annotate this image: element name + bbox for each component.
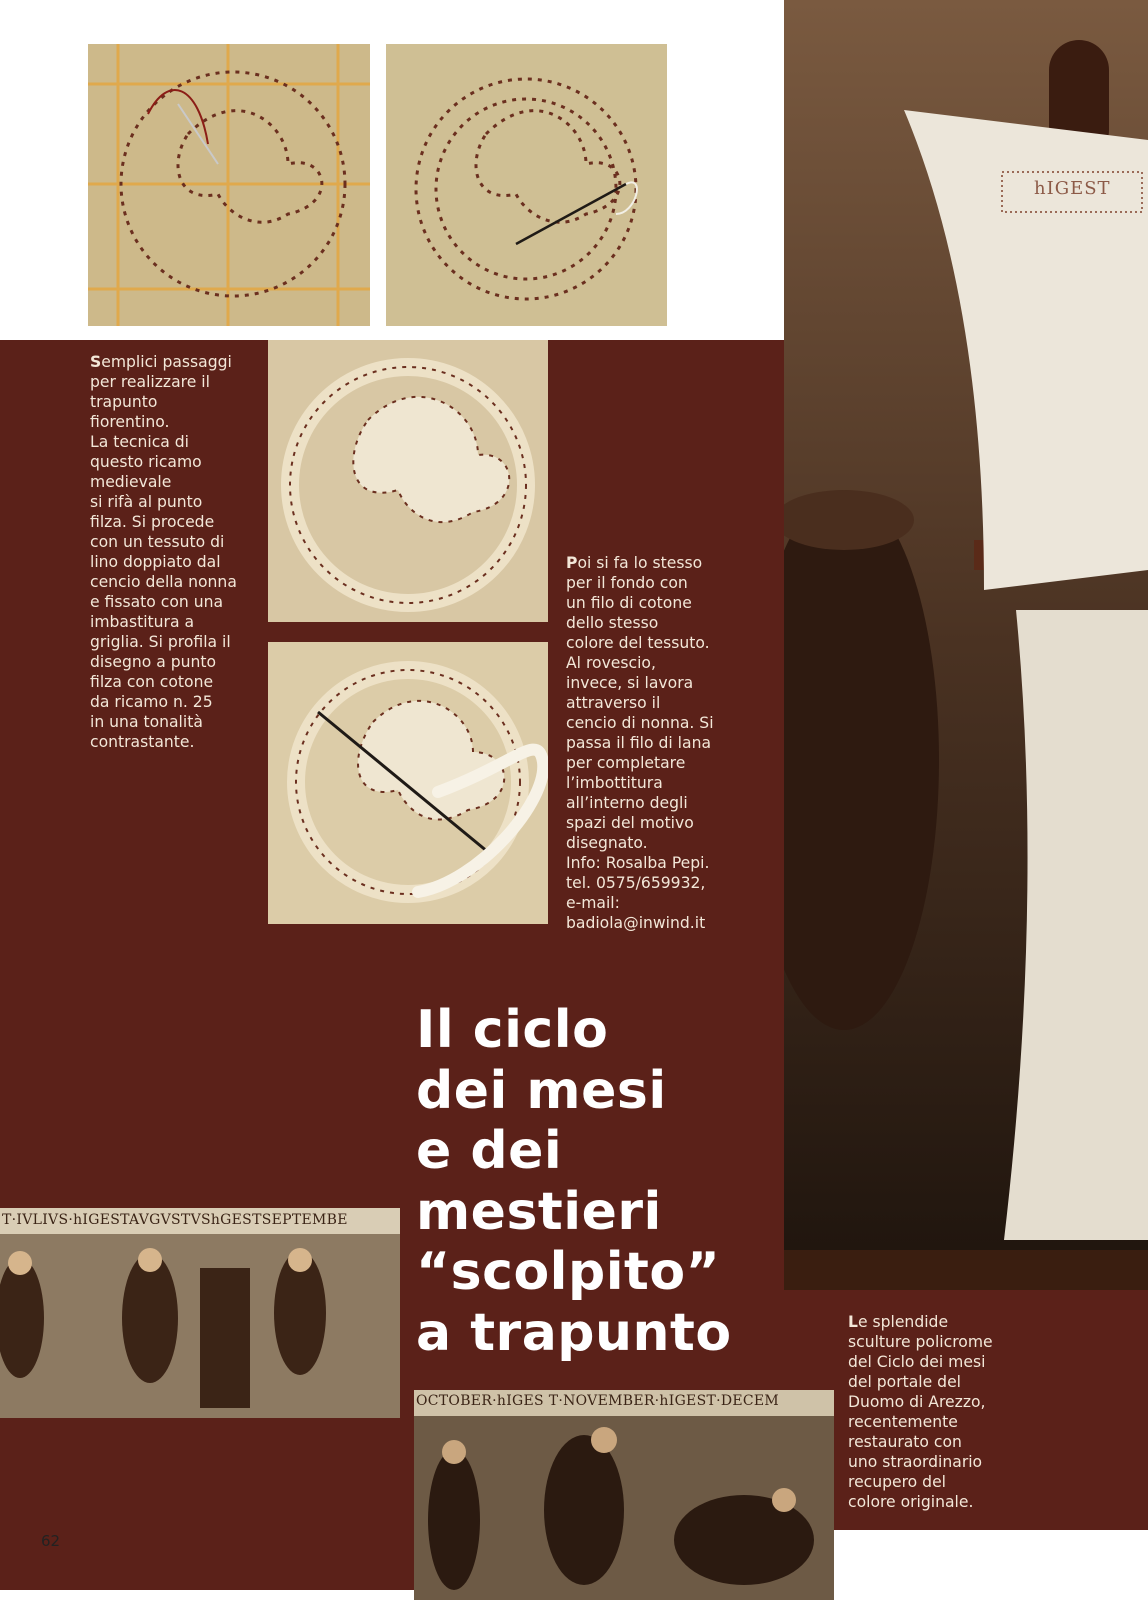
caption-middle-line: spazi del motivo	[566, 814, 694, 832]
caption-right-line: sculture policrome	[848, 1333, 993, 1351]
caption-middle-line: cencio di nonna. Si	[566, 714, 714, 732]
caption-left-lead: S	[90, 353, 102, 371]
caption-middle-lead: P	[566, 554, 578, 572]
page-title-line: e dei	[416, 1121, 563, 1181]
caption-right-line: colore originale.	[848, 1493, 974, 1511]
caption-middle-line: tel. 0575/659932,	[566, 874, 706, 892]
caption-left-line: cencio della nonna	[90, 573, 237, 591]
caption-left-line: fiorentino.	[90, 413, 170, 431]
caption-middle-line: disegnato.	[566, 834, 648, 852]
frieze-left-inscription: T·IVLIVS·hIGESTAVGVSTVShGESTSEPTEMBE	[2, 1212, 348, 1228]
photo-stitching-step-2	[386, 44, 667, 326]
frieze-bottom-inscription: OCTOBER·hIGES T·NOVEMBER·hIGEST·DECEM	[416, 1393, 780, 1409]
caption-middle-line: all’interno degli	[566, 794, 688, 812]
caption-middle-line: dello stesso	[566, 614, 659, 632]
caption-left-line: da ricamo n. 25	[90, 693, 213, 711]
caption-right-line: recupero del	[848, 1473, 947, 1491]
caption-left-line: disegno a punto	[90, 653, 217, 671]
caption-middle-line: per completare	[566, 754, 686, 772]
photo-frieze-october-december	[414, 1390, 834, 1600]
caption-left	[90, 352, 265, 752]
caption-middle-line: colore del tessuto.	[566, 634, 710, 652]
caption-left-line: si rifà al punto	[90, 493, 203, 511]
photo-quilt-step-4	[268, 642, 548, 924]
caption-right-lead: L	[848, 1313, 858, 1331]
caption-right-line: del portale del	[848, 1373, 962, 1391]
caption-middle-line: l’imbottitura	[566, 774, 663, 792]
caption-middle-line: Al rovescio,	[566, 654, 656, 672]
caption-middle-line: Info: Rosalba Pepi.	[566, 854, 710, 872]
caption-right-line: uno straordinario	[848, 1453, 983, 1471]
page-title-line: Il ciclo	[416, 1000, 609, 1060]
caption-middle-line: invece, si lavora	[566, 674, 694, 692]
caption-left-line: questo ricamo	[90, 453, 202, 471]
caption-right-line: restaurato con	[848, 1433, 962, 1451]
caption-left-line: medievale	[90, 473, 172, 491]
caption-left-line: trapunto	[90, 393, 158, 411]
caption-right-line: recentemente	[848, 1413, 958, 1431]
caption-left-line: in una tonalità	[90, 713, 203, 731]
pillow-inscription: hIGEST	[1034, 178, 1111, 199]
caption-middle	[566, 553, 756, 933]
caption-left-line: imbastitura a	[90, 613, 195, 631]
caption-middle-line: e-mail:	[566, 894, 620, 912]
caption-left-line: La tecnica di	[90, 433, 190, 451]
photo-frieze-july-september	[0, 1208, 400, 1418]
photo-stitching-step-1	[88, 44, 370, 326]
caption-right-line: e splendide	[857, 1313, 949, 1331]
caption-left-line: emplici passaggi	[101, 353, 232, 371]
caption-left-line: e fissato con una	[90, 593, 224, 611]
caption-right-line: Duomo di Arezzo,	[848, 1393, 986, 1411]
caption-left-line: per realizzare il	[90, 373, 210, 391]
caption-left-line: filza. Si procede	[90, 513, 215, 531]
caption-middle-line: attraverso il	[566, 694, 661, 712]
page-number: 62	[41, 1532, 61, 1550]
caption-right-line: del Ciclo dei mesi	[848, 1353, 986, 1371]
page-title-line: dei mesi	[416, 1060, 667, 1121]
caption-left-line: con un tessuto di	[90, 533, 225, 551]
caption-middle-line: per il fondo con	[566, 574, 688, 592]
photo-quilt-step-3	[268, 340, 548, 622]
caption-right	[848, 1312, 1048, 1512]
caption-middle-line: badiola@inwind.it	[566, 914, 706, 932]
caption-left-line: lino doppiato dal	[90, 553, 221, 571]
caption-left-line: contrastante.	[90, 733, 195, 751]
page-title-line: “scolpito”	[416, 1242, 721, 1302]
page-title	[416, 1000, 816, 1363]
page-title-line: mestieri	[416, 1181, 662, 1242]
caption-middle-line: passa il filo di lana	[566, 734, 712, 752]
caption-middle-line: oi si fa lo stesso	[577, 554, 703, 572]
page-title-line: a trapunto	[416, 1302, 732, 1363]
caption-left-line: filza con cotone	[90, 673, 214, 691]
caption-left-line: griglia. Si profila il	[90, 633, 231, 651]
caption-middle-line: un filo di cotone	[566, 594, 692, 612]
